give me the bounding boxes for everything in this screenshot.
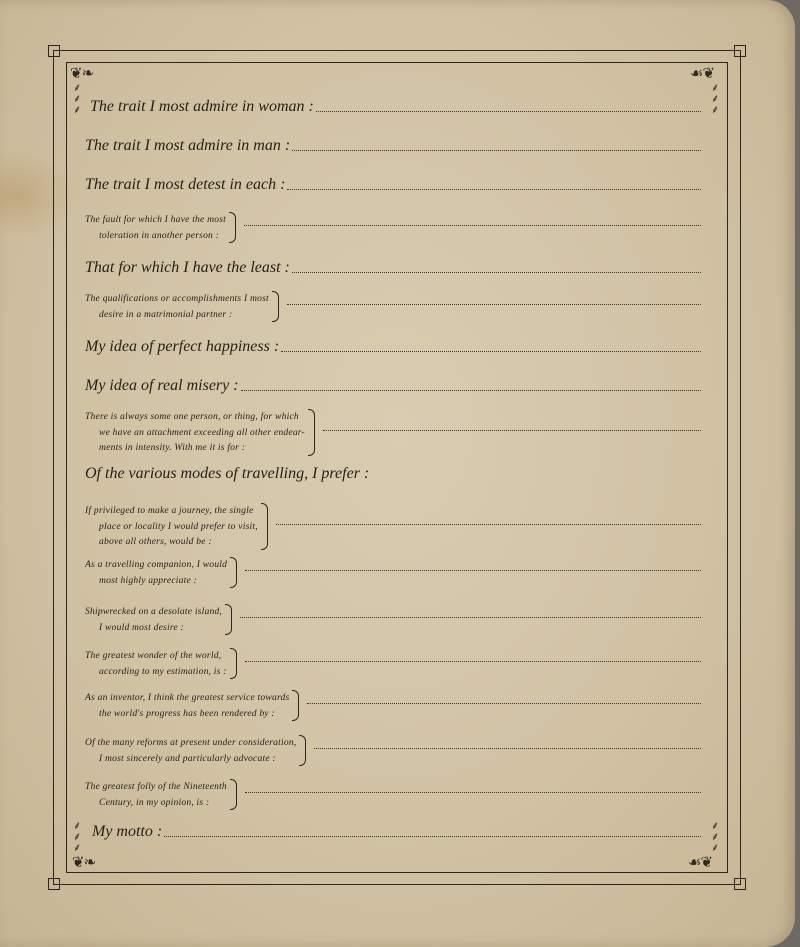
answer-line [244, 225, 701, 226]
answer-line [316, 111, 701, 112]
question-label: My motto : [92, 823, 163, 840]
question-row [85, 503, 701, 550]
floral-ornament-icon: ❦❧ [72, 853, 96, 871]
question-label: That for which I have the least : [85, 259, 290, 276]
question-row [85, 338, 701, 356]
floral-ornament-icon: ❦❧ [70, 64, 94, 82]
question-label-line: according to my estimation, is : [99, 665, 227, 677]
floral-ornament-icon: ☙❦ [688, 853, 713, 871]
answer-line [292, 150, 701, 151]
brace [261, 503, 268, 550]
question-label-line: As a travelling companion, I would [85, 559, 228, 570]
answer-line [245, 661, 701, 662]
answer-line [323, 430, 701, 431]
answer-line [245, 570, 701, 571]
question-label: Of the various modes of travelling, I prefer : [85, 465, 370, 482]
question-row [85, 465, 701, 483]
question-label-line: the world's progress has been rendered by : [99, 707, 275, 719]
answer-line [307, 703, 701, 704]
question-row [85, 604, 701, 635]
brace [299, 735, 306, 766]
question-label-line: The greatest wonder of the world, [85, 650, 222, 661]
question-label-line: most highly appreciate : [99, 574, 197, 586]
brace [225, 604, 232, 635]
question-label-line: ments in intensity. With me it is for : [99, 442, 246, 453]
answer-line [281, 351, 701, 352]
question-row [85, 259, 701, 277]
answer-line [314, 748, 701, 749]
question-row [85, 137, 701, 155]
vine-ornament-icon: ⸙ ⸙ ⸙ [711, 819, 720, 854]
answer-line [164, 836, 701, 837]
question-label-line: Of the many reforms at present under consideration, [85, 737, 297, 748]
floral-ornament-icon: ☙❦ [690, 64, 715, 82]
vine-ornament-icon: ⸙ ⸙ ⸙ [73, 819, 82, 854]
question-row [85, 291, 701, 322]
question-label-line: we have an attachment exceeding all other endear- [99, 426, 305, 438]
question-label-line: toleration in another person : [99, 229, 220, 241]
question-label: The trait I most detest in each : [85, 176, 286, 193]
answer-line [241, 390, 701, 391]
question-row [85, 212, 701, 243]
brace [229, 212, 236, 243]
corner-box-top-right [734, 45, 746, 57]
question-label-line: The qualifications or accomplishments I most [85, 293, 269, 304]
question-label-line: I would most desire : [99, 621, 184, 633]
answer-line [245, 792, 701, 793]
question-label-line: There is always some one person, or thing, for which [85, 411, 299, 422]
question-row [85, 409, 701, 456]
question-row [85, 735, 701, 766]
answer-line [287, 304, 701, 305]
answer-line [240, 617, 701, 618]
corner-box-bottom-left [48, 878, 60, 890]
brace [292, 690, 299, 721]
question-label-line: The fault for which I have the most [85, 214, 227, 225]
answer-line [276, 524, 701, 525]
corner-box-top-left [48, 45, 60, 57]
question-row [90, 98, 701, 116]
question-row [85, 176, 701, 194]
brace [272, 291, 279, 322]
answer-line [287, 189, 701, 190]
question-label-line: If privileged to make a journey, the single [85, 505, 254, 516]
question-row [85, 557, 701, 588]
question-row [92, 823, 701, 841]
question-label: My idea of perfect happiness : [85, 338, 280, 355]
brace [230, 557, 237, 588]
question-label-line: I most sincerely and particularly advocate : [99, 752, 276, 764]
answer-line [292, 272, 701, 273]
question-row [85, 377, 701, 395]
question-label: The trait I most admire in woman : [90, 98, 314, 115]
question-label: The trait I most admire in man : [85, 137, 291, 154]
question-label-line: place or locality I would prefer to visit, [99, 520, 258, 532]
question-label-line: desire in a matrimonial partner : [99, 308, 233, 320]
question-label-line: Century, in my opinion, is : [99, 796, 210, 808]
question-label: My idea of real misery : [85, 377, 239, 394]
brace [230, 779, 237, 810]
brace [308, 409, 315, 456]
vine-ornament-icon: ⸙ ⸙ ⸙ [711, 81, 720, 116]
brace [230, 648, 237, 679]
question-row [85, 779, 701, 810]
question-label-line: above all others, would be : [99, 536, 212, 547]
question-row [85, 690, 701, 721]
question-label-line: The greatest folly of the Nineteenth [85, 781, 227, 792]
question-label-line: Shipwrecked on a desolate island, [85, 606, 223, 617]
question-label-line: As an inventor, I think the greatest service towards [85, 692, 290, 703]
question-row [85, 648, 701, 679]
vine-ornament-icon: ⸙ ⸙ ⸙ [73, 81, 82, 116]
corner-box-bottom-right [734, 878, 746, 890]
